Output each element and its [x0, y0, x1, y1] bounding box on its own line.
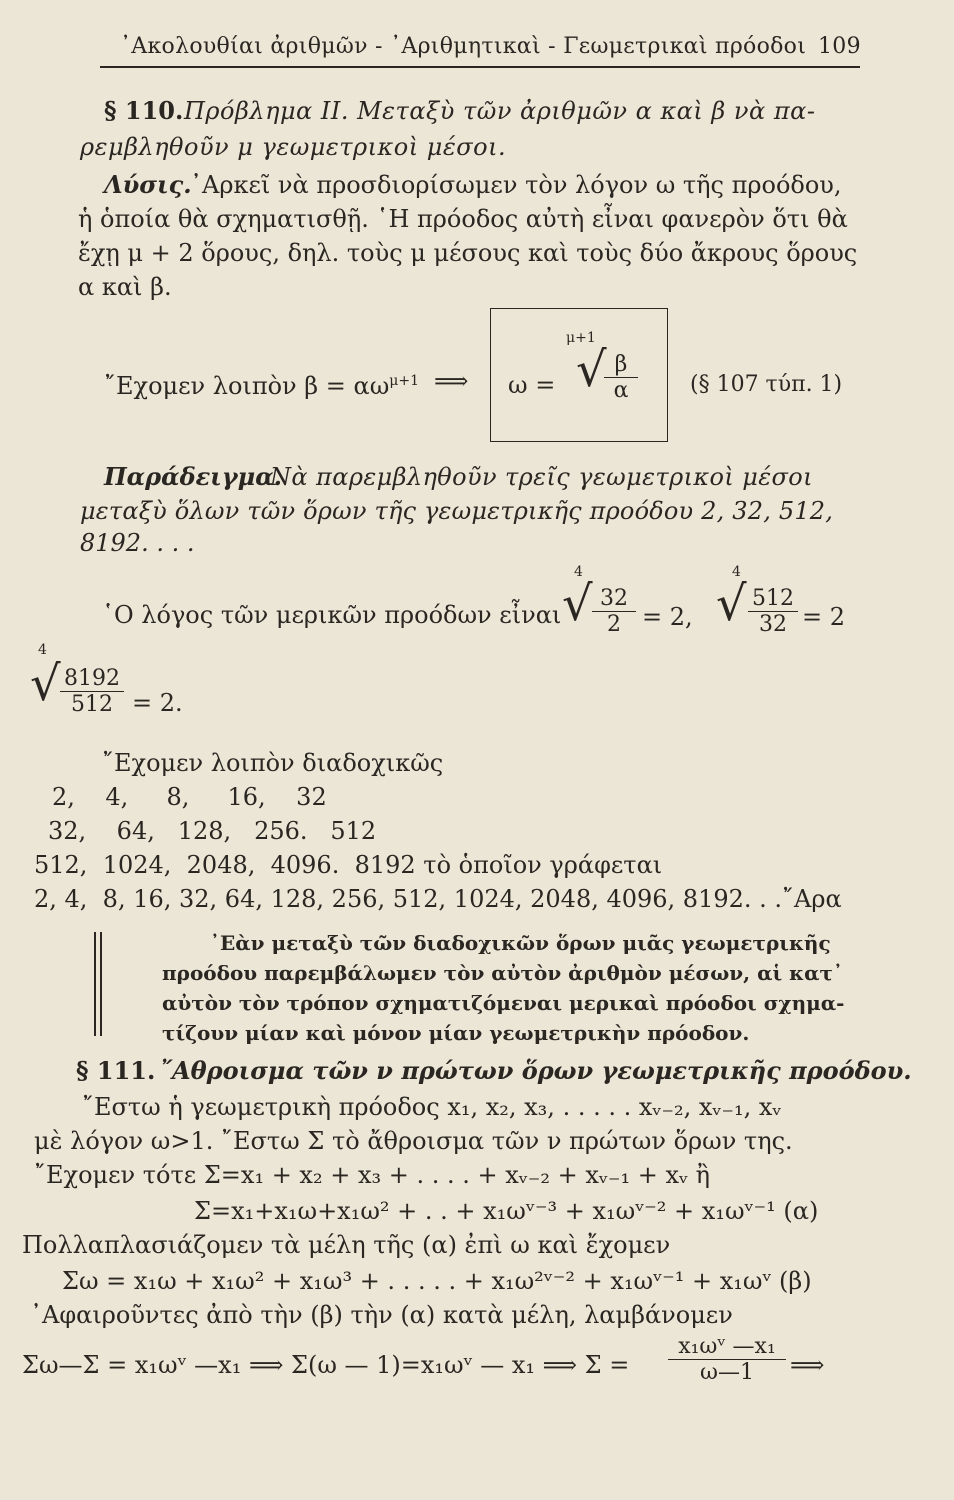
s111-line1: ῎Εστω ἡ γεωμετρικὴ πρόοδος x₁, x₂, x₃, . . . . . xᵥ₋₂, xᵥ₋₁, xᵥ [82, 1093, 782, 1121]
reference: (§ 107 τύπ. 1) [690, 372, 843, 397]
sum-numerator: x₁ωᵛ —x₁ [668, 1334, 786, 1360]
example-label: Παράδειγμα. [104, 462, 283, 491]
rule-bar-right [100, 932, 102, 1036]
ratio-text: ῾Ο λόγος τῶν μερικῶν προόδων εἶναι [102, 601, 562, 629]
root-index: μ+1 [566, 330, 596, 346]
running-header: ᾿Ακολουθίαι ἀριθμῶν - ᾿Αριθμητικαὶ - Γεωμετρικαὶ πρόοδοι [120, 34, 807, 59]
sequence-row4: 2, 4, 8, 16, 32, 64, 128, 256, 512, 1024, 2048, 4096, 8192. . .῎Αρα [34, 885, 842, 913]
s111-line4: Σ=x₁+x₁ω+x₁ω² + . . + x₁ωᵛ⁻³ + x₁ωᵛ⁻² + x₁ωᵛ⁻¹ (α) [194, 1197, 819, 1225]
sequence-row1: 2, 4, 8, 16, 32 [52, 783, 327, 811]
s111-line5: Πολλαπλασιάζομεν τὰ μέλη τῆς (α) ἐπὶ ω καὶ ἔχομεν [22, 1231, 671, 1259]
have-text: ῎Εχομεν λοιπὸν β = αω [104, 372, 390, 400]
section-111-number: § 111. [76, 1056, 156, 1085]
root1-num: 32 [592, 586, 636, 612]
rule-line3: αὐτὸν τὸν τρόπον σχηματιζόμεναι μερικαὶ πρόοδοι σχημα- [162, 991, 845, 1015]
have-sequence: ῎Εχομεν λοιπὸν διαδοχικῶς [102, 749, 444, 777]
root1-result: = 2, [642, 603, 693, 631]
frac-numerator: β [604, 352, 638, 378]
header-rule [100, 66, 860, 68]
root1-index: 4 [574, 564, 583, 580]
solution-line3: ἔχῃ μ + 2 ὅρους, δηλ. τοὺς μ μέσους καὶ τοὺς δύο ἄκρους ὅρους [78, 239, 858, 267]
have-exponent: μ+1 [389, 373, 420, 389]
page-number: 109 [818, 34, 861, 59]
s111-line6: Σω = x₁ω + x₁ω² + x₁ω³ + . . . . . + x₁ω²ᵛ⁻² + x₁ωᵛ⁻¹ + x₁ωᵛ (β) [62, 1267, 812, 1295]
s111-line3: ῎Εχομεν τότε Σ=x₁ + x₂ + x₃ + . . . . + xᵥ₋₂ + xᵥ₋₁ + xᵥ ἢ [34, 1161, 710, 1189]
root2-index: 4 [732, 564, 741, 580]
sequence-row2: 32, 64, 128, 256. 512 [48, 817, 377, 845]
sum-fraction [668, 1334, 786, 1385]
root3-result: = 2. [132, 689, 183, 717]
root1-radical: √ [562, 576, 593, 632]
s111-line8: Σω—Σ = x₁ωᵛ —x₁ ⟹ Σ(ω — 1)=x₁ωᵛ — x₁ ⟹ Σ = [22, 1351, 630, 1379]
section-110-title-line1: Πρόβλημα ΙΙ. Μεταξὺ τῶν ἀριθμῶν α καὶ β νὰ πα- [184, 97, 816, 125]
s111-line2: μὲ λόγον ω>1. ῎Εστω Σ τὸ ἄθροισμα τῶν ν πρώτων ὅρων της. [34, 1127, 793, 1155]
rule-bar-left [94, 932, 96, 1036]
solution-line2: ἡ ὁποία θὰ σχηματισθῇ. ῾Η πρόοδος αὐτὴ εἶναι φανερὸν ὅτι θὰ [78, 205, 848, 233]
root3-den: 512 [71, 692, 113, 717]
root3-fraction [60, 666, 124, 717]
rule-line2: προόδου παρεμβάλωμεν τὸν αὐτὸν ἀριθμὸν μέσων, αἱ κατ᾿ [162, 961, 843, 985]
root2-den: 32 [759, 612, 787, 637]
beta-over-alpha [604, 352, 638, 403]
example-line1: Νὰ παρεμβληθοῦν τρεῖς γεωμετρικοὶ μέσοι [270, 463, 813, 491]
sum-denominator: ω—1 [700, 1360, 754, 1385]
root3-radical: √ [30, 656, 61, 712]
frac-denominator: α [613, 378, 629, 403]
implies-arrow: ⟹ [434, 367, 469, 395]
root3-index: 4 [38, 642, 47, 658]
root2-result: = 2 [802, 603, 846, 631]
root2-fraction [748, 586, 798, 637]
final-arrow: ⟹ [790, 1351, 825, 1379]
have-line [104, 366, 419, 401]
solution-label: Λύσις. [104, 170, 192, 199]
solution-line4: α καὶ β. [78, 273, 172, 301]
example-line3: 8192. . . . [80, 529, 195, 557]
rule-line4: τίζουν μίαν καὶ μόνον μίαν γεωμετρικὴν πρόοδον. [162, 1021, 750, 1045]
root1-den: 2 [607, 612, 621, 637]
omega-equals: ω = [508, 371, 556, 399]
section-110-number: § 110. [104, 96, 184, 125]
section-111-title: ῎Αθροισμα τῶν ν πρώτων ὅρων γεωμετρικῆς προόδου. [160, 1056, 912, 1085]
rule-line1: ᾿Εὰν μεταξὺ τῶν διαδοχικῶν ὅρων μιᾶς γεωμετρικῆς [210, 931, 831, 955]
root2-radical: √ [716, 576, 747, 632]
section-110-title-line2: ρεμβληθοῦν μ γεωμετρικοὶ μέσοι. [80, 133, 507, 161]
root2-num: 512 [748, 586, 798, 612]
solution-line1: ᾿Αρκεῖ νὰ προσδιορίσωμεν τὸν λόγον ω τῆς προόδου, [190, 171, 842, 199]
sequence-row3: 512, 1024, 2048, 4096. 8192 τὸ ὁποῖον γράφεται [34, 851, 663, 879]
s111-line7: ᾿Αφαιροῦντες ἀπὸ τὴν (β) τὴν (α) κατὰ μέλη, λαμβάνομεν [30, 1301, 733, 1329]
root3-num: 8192 [60, 666, 124, 692]
radical-sign: √ [576, 342, 607, 398]
root1-fraction [592, 586, 636, 637]
example-line2: μεταξὺ ὅλων τῶν ὅρων τῆς γεωμετρικῆς προόδου 2, 32, 512, [80, 497, 834, 525]
